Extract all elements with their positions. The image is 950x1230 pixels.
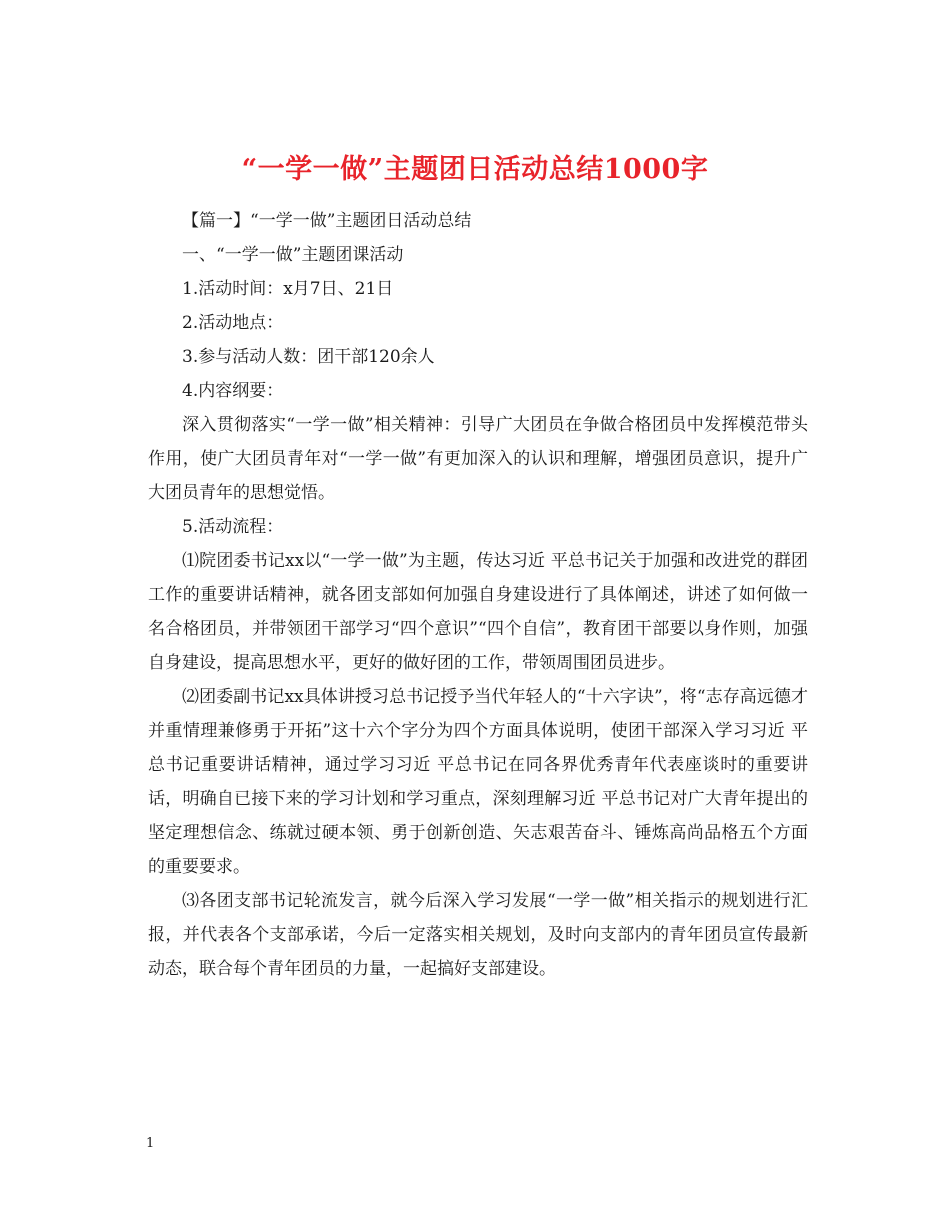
paragraph-process-step-2: ⑵团委副书记xx具体讲授习总书记授予当代年轻人的“十六字诀”，将“志存高远德才并重情理兼修勇于开拓”这十六个字分为四个方面具体说明，使团干部深入学习习近 平总书记重要讲话精神，通过学习习近 平总书记在同各界优秀青年代表座谈时的重要讲话，明确自已接下来的学习计划和学习重点，深刻理解习近 平总书记对广大青年提出的坚定理想信念、练就过硬本领、勇于创新创造、矢志艰苦奋斗、锤炼高尚品格五个方面的重要要求。: [148, 687, 808, 877]
paragraph-participants: 3.参与活动人数：团干部120余人: [182, 347, 435, 367]
page-number: 1: [146, 1136, 155, 1151]
paragraph-process-step-1: ⑴院团委书记xx以“一学一做”为主题，传达习近 平总书记关于加强和改进党的群团工作的重要讲话精神，就各团支部如何加强自身建设进行了具体阐述，讲述了如何做一名合格团员，并带领团干部学习“四个意识”“四个自信”，教育团干部要以身作则，加强自身建设，提高思想水平，更好的做好团的工作，带领周围团员进步。: [148, 551, 808, 673]
document-body: [148, 204, 808, 986]
page-title: “一学一做”主题团日活动总结1000字: [241, 154, 709, 186]
paragraph-process-step-3: ⑶各团支部书记轮流发言，就今后深入学习发展“一学一做”相关指示的规划进行汇报，并代表各个支部承诺，今后一定落实相关规划，及时向支部内的青年团员宣传最新动态，联合每个青年团员的力量，一起搞好支部建设。: [148, 891, 808, 979]
paragraph-outline-heading: 4.内容纲要：: [182, 381, 284, 401]
paragraph-outline-body: 深入贯彻落实“一学一做”相关精神：引导广大团员在争做合格团员中发挥模范带头作用，使广大团员青年对“一学一做”有更加深入的认识和理解，增强团员意识，提升广大团员青年的思想觉悟。: [148, 415, 808, 503]
paragraph-subheading: 一、“一学一做”主题团课活动: [182, 245, 404, 265]
paragraph-activity-location: 2.活动地点：: [182, 313, 284, 333]
paragraph-process-heading: 5.活动流程：: [182, 517, 284, 537]
paragraph-section-heading: 【篇一】“一学一做”主题团日活动总结: [182, 211, 472, 231]
paragraph-activity-time: 1.活动时间：x月7日、21日: [182, 279, 394, 299]
